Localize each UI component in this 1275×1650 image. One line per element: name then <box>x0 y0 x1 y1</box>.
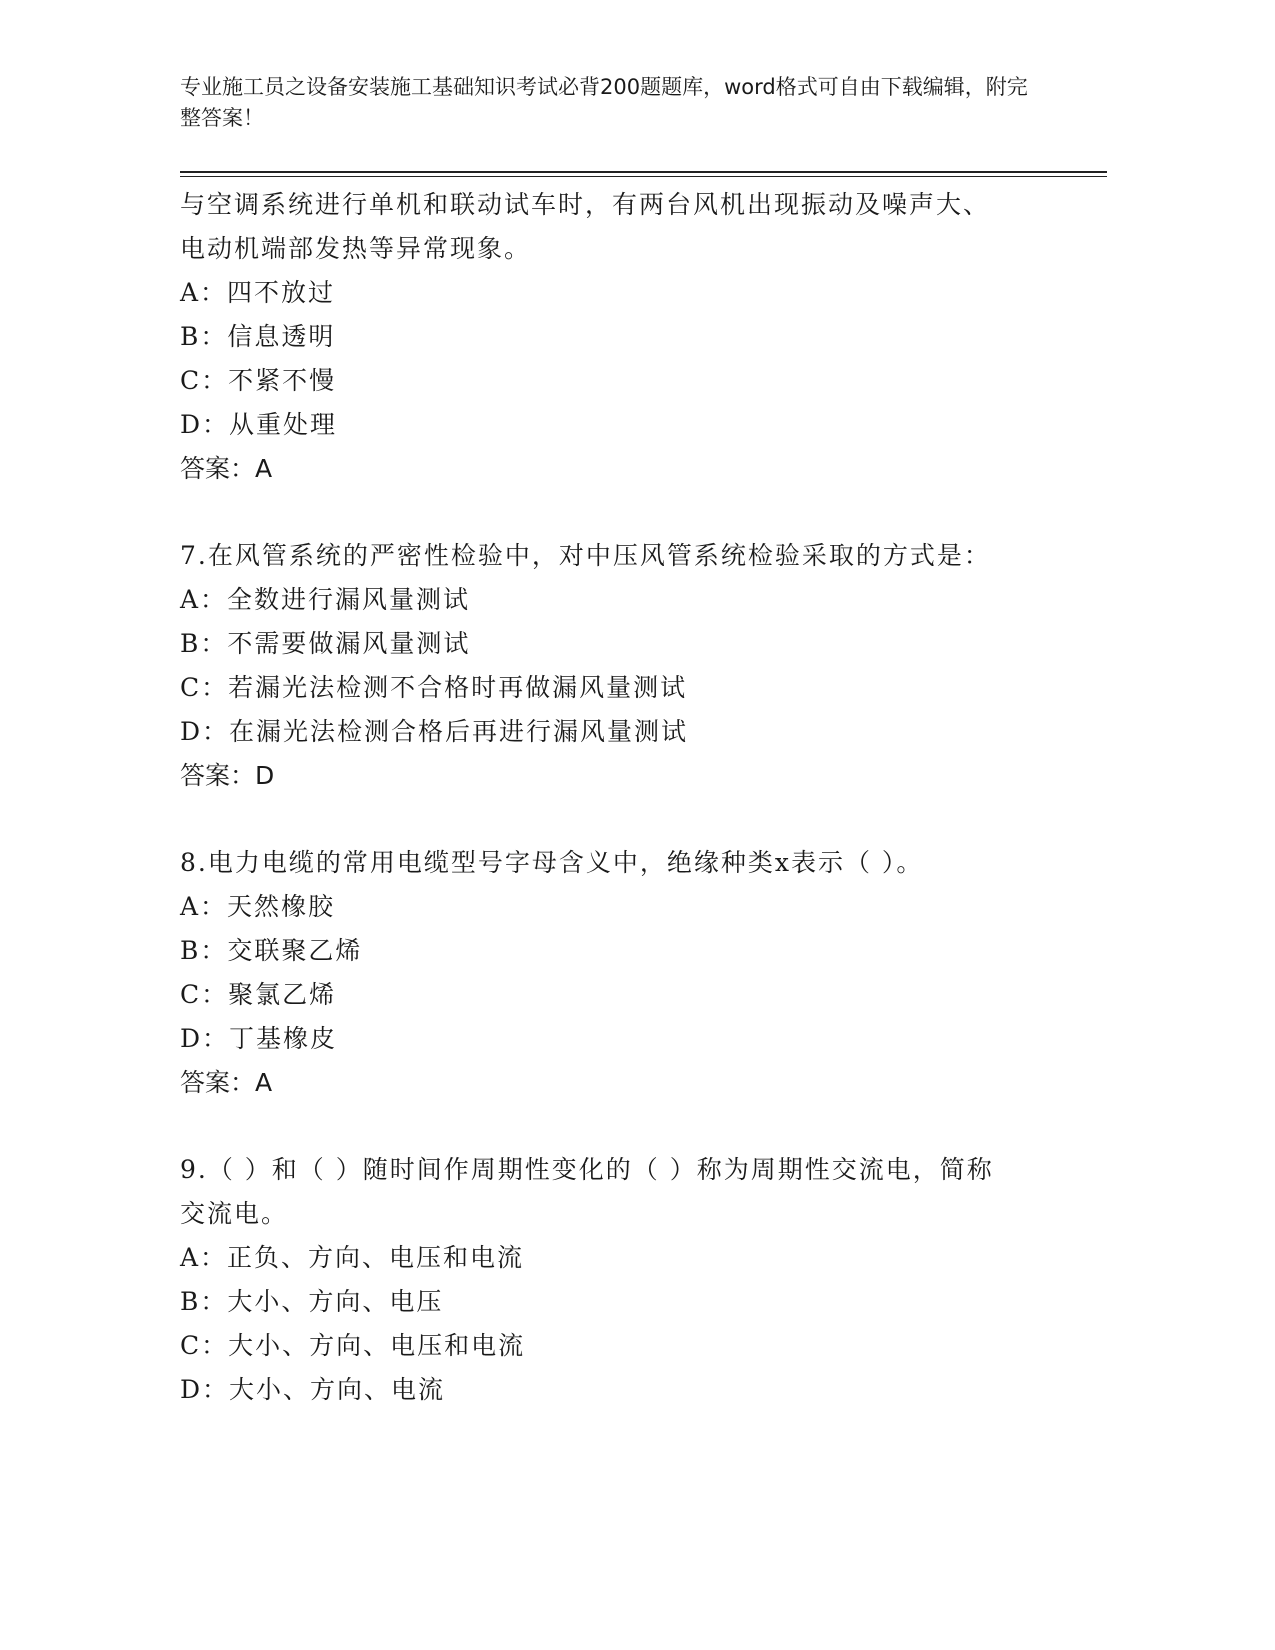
document-title: 专业施工员之设备安装施工基础知识考试必背200题题库，word格式可自由下载编辑，附完整答案！ <box>180 75 1028 130</box>
option-b: B：交联聚乙烯 <box>180 936 363 965</box>
option-d: D：丁基橡皮 <box>180 1024 338 1053</box>
option-a: A：四不放过 <box>180 278 336 307</box>
answer-text: 答案：D <box>180 761 275 790</box>
option-c: C：不紧不慢 <box>180 366 337 395</box>
answer-text: 答案：A <box>180 454 273 483</box>
question-block-9 <box>180 1148 1040 1412</box>
option-b: B：不需要做漏风量测试 <box>180 629 471 658</box>
option-d: D：从重处理 <box>180 410 338 439</box>
question-content <box>180 183 1040 1412</box>
answer-text: 答案：A <box>180 1068 273 1097</box>
header-divider-thin <box>180 176 1107 177</box>
question-text-line: 与空调系统进行单机和联动试车时，有两台风机出现振动及噪声大、 <box>180 190 991 219</box>
question-text-line: 交流电。 <box>180 1199 289 1228</box>
question-block-7 <box>180 534 1040 798</box>
option-c: C：聚氯乙烯 <box>180 980 337 1009</box>
option-a: A：全数进行漏风量测试 <box>180 585 471 614</box>
option-b: B：信息透明 <box>180 322 336 351</box>
option-c: C：若漏光法检测不合格时再做漏风量测试 <box>180 673 688 702</box>
option-a: A：天然橡胶 <box>180 892 336 921</box>
option-b: B：大小、方向、电压 <box>180 1287 444 1316</box>
question-text-line: 8.电力电缆的常用电缆型号字母含义中，绝缘种类x表示（ ）。 <box>180 848 924 877</box>
question-block-continued <box>180 183 1040 491</box>
question-text-line: 7.在风管系统的严密性检验中，对中压风管系统检验采取的方式是： <box>180 541 991 570</box>
document-header <box>180 72 1030 134</box>
option-a: A：正负、方向、电压和电流 <box>180 1243 525 1272</box>
option-d: D：大小、方向、电流 <box>180 1375 446 1404</box>
option-c: C：大小、方向、电压和电流 <box>180 1331 526 1360</box>
question-block-8 <box>180 841 1040 1105</box>
header-divider-thick <box>180 171 1107 173</box>
question-text-line: 9.（ ）和（ ）随时间作周期性变化的（ ）称为周期性交流电，简称 <box>180 1155 994 1184</box>
option-d: D：在漏光法检测合格后再进行漏风量测试 <box>180 717 689 746</box>
question-text-line: 电动机端部发热等异常现象。 <box>180 234 532 263</box>
